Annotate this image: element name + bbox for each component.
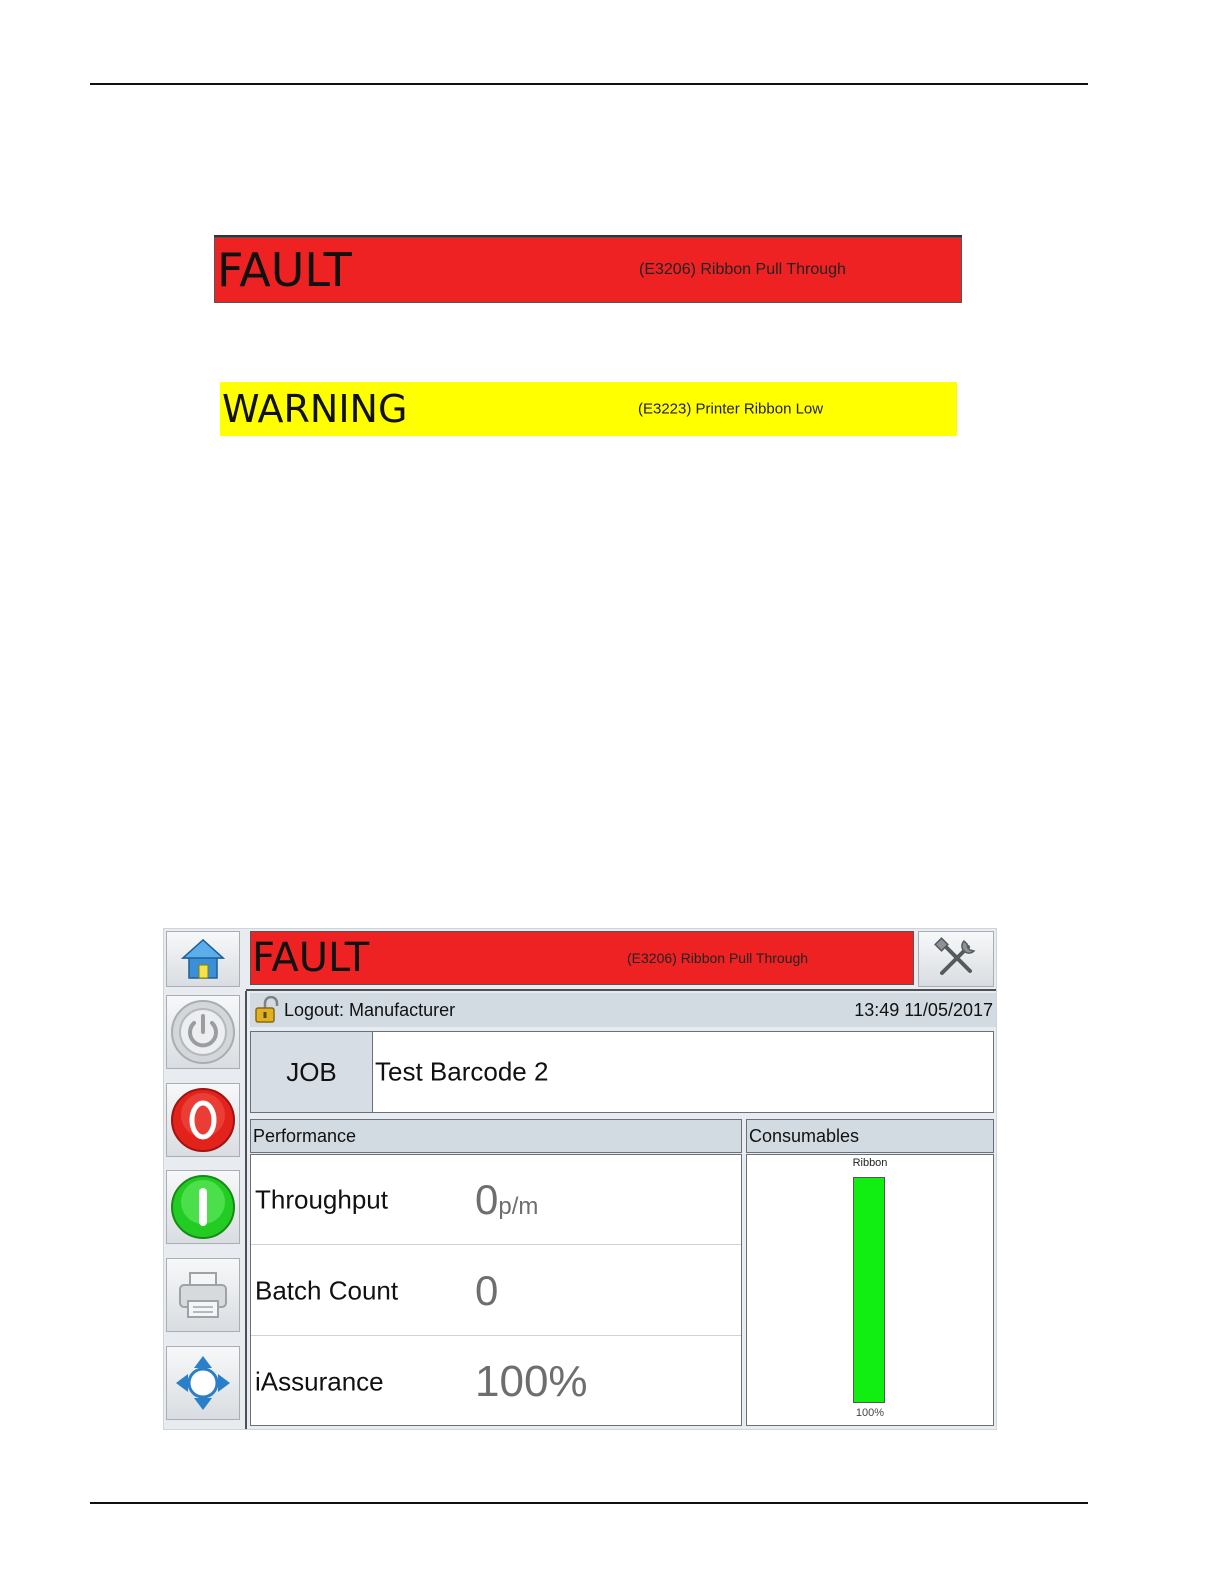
stop-button[interactable] [166,1083,240,1157]
home-icon [181,938,225,980]
warning-status-banner [220,382,957,436]
job-row[interactable] [250,1031,994,1113]
navigate-arrows-icon [174,1354,232,1412]
throughput-number: 0 [475,1175,499,1223]
fault-message: (E3206) Ribbon Pull Through [639,261,846,278]
status-bar [250,993,996,1027]
fault-status-banner [214,237,962,303]
start-button[interactable] [166,1170,240,1244]
bottom-rule [90,1502,1088,1504]
performance-header: Performance [250,1119,742,1153]
home-button[interactable] [166,931,240,987]
tools-icon [934,937,978,981]
batch-count-label: Batch Count [255,1275,399,1305]
throughput-label: Throughput [255,1184,388,1214]
ribbon-label: Ribbon [852,1157,888,1169]
tools-button[interactable] [918,931,994,987]
consumables-header: Consumables [746,1119,994,1153]
throughput-row [251,1155,741,1245]
ribbon-level-text: 100% [855,1407,885,1419]
warning-message: (E3223) Printer Ribbon Low [638,400,824,418]
consumables-panel[interactable] [746,1154,994,1426]
screen-fault-message: (E3206) Ribbon Pull Through [627,950,809,966]
warning-label: WARNING [222,387,408,431]
stop-icon [170,1087,236,1153]
printer-home-screen [163,928,997,1430]
start-icon [170,1174,236,1240]
power-icon [170,999,236,1065]
throughput-value [475,1175,539,1223]
sidebar-divider [245,991,247,1429]
lock-open-icon[interactable] [254,996,280,1024]
logout-link[interactable]: Logout: Manufacturer [284,1000,456,1020]
date-time: 13:49 11/05/2017 [854,1000,993,1020]
header-divider [246,989,996,991]
job-name: Test Barcode 2 [375,1056,549,1087]
ribbon-level-gauge [853,1177,885,1403]
navigate-button[interactable] [166,1346,240,1420]
batch-count-value: 0 [475,1266,499,1314]
screen-fault-label: FAULT [252,935,370,981]
job-label: JOB [251,1032,373,1112]
print-button[interactable] [166,1258,240,1332]
iassurance-label: iAssurance [255,1366,384,1397]
fault-label: FAULT [217,243,352,297]
printer-icon [175,1267,231,1323]
top-rule [90,83,1088,85]
power-button[interactable] [166,995,240,1069]
iassurance-row [251,1337,741,1427]
iassurance-value: 100% [475,1357,588,1406]
ribbon-level-fill [854,1178,884,1402]
screen-fault-banner[interactable] [250,931,914,985]
batch-count-row [251,1246,741,1336]
performance-panel[interactable] [250,1154,742,1426]
throughput-unit: p/m [498,1192,539,1220]
